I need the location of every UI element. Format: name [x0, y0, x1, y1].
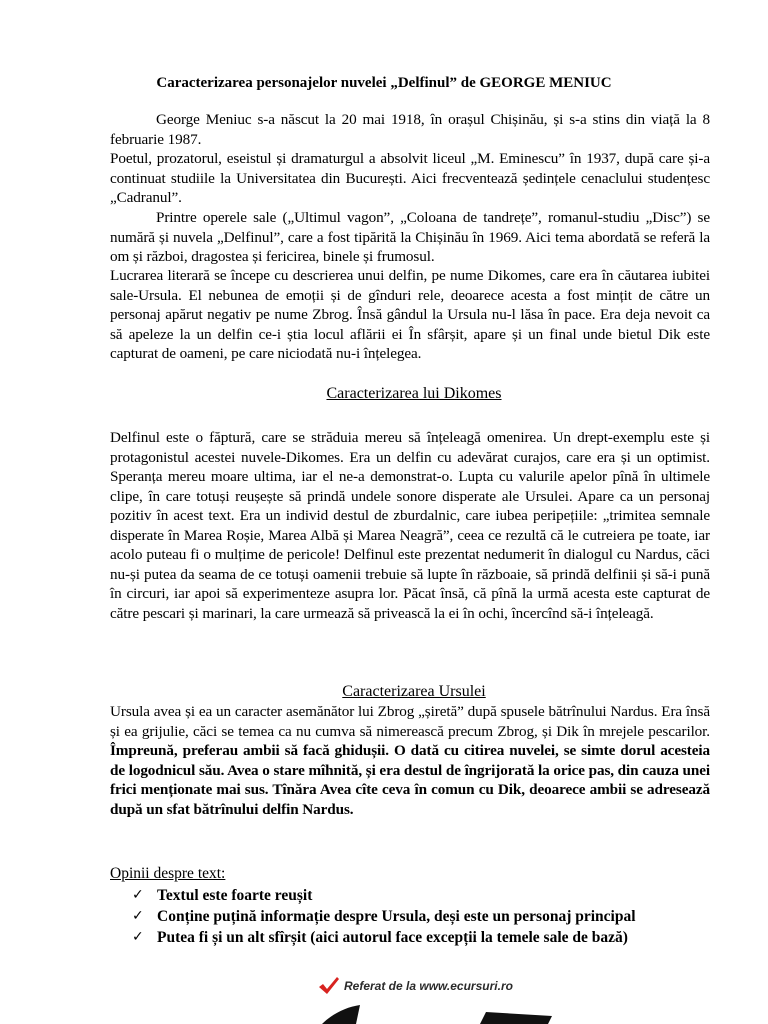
footer-text: Referat de la www.ecursuri.ro [344, 979, 513, 993]
red-check-icon [318, 976, 340, 996]
opinion-text: Putea fi și un alt sfîrșit (aici autorul face excepții la temele sale de bază) [157, 929, 628, 946]
intro-paragraph-birth: George Meniuc s-a născut la 20 mai 1918, în orașul Chișinău, și s-a stins din viață la 8 februarie 1987. [110, 111, 710, 148]
document-title: Caracterizarea personajelor nuvelei „Delfinul” de GEORGE MENIUC [156, 75, 612, 91]
check-mark-icon: ✓ [132, 908, 144, 924]
ursula-body-regular: Ursula avea și ea un caracter asemănător lui Zbrog „șiretă” după spusele bătrînului Nardus. Era însă și ea grijulie, căci se temea ca nu cumva să nimerească precum Zbrog, și Dik în mrejele pescarilor. [110, 703, 710, 740]
opinion-text: Textul este foarte reușit [157, 887, 313, 904]
ursula-body-bold: Împreună, preferau ambii să facă ghidușii. O dată cu citirea nuvelei, se simte dorul acesteia de logodnicul său. Avea o stare mîhnită, și era destul de îngrijorată la orice pas, din cauza unei frici menționate mai sus. Tînăra Avea cîte ceva în comun cu Dik, deoarece ambii se adresează după un sfat bătrînului delfin Nardus. [110, 742, 710, 818]
opinion-item [110, 906, 730, 927]
intro-paragraph-education: Poetul, prozatorul, eseistul și dramaturgul a absolvit liceul „M. Eminescu” în 1937, după care și-a continuat studiile la Universitatea din București. Aici frecventează ședințele cenaclului studențesc „Cadranul”. [110, 150, 710, 206]
opinions-heading: Opinii despre text: [110, 865, 226, 882]
dikomes-section-heading: Caracterizarea lui Dikomes [326, 385, 502, 402]
bottom-decoration [0, 1000, 768, 1024]
ursula-section-heading: Caracterizarea Ursulei [342, 683, 486, 700]
intro-paragraph-works: Printre operele sale („Ultimul vagon”, „Coloana de tandrețe”, romanul-studiu „Disc”) se numără și nuvela „Delfinul”, care a fost tipărită la Chișinău în 1969. Aici tema abordată se referă la om și război, dragostea și fericirea, binele și frumosul. [110, 209, 710, 265]
intro-paragraph-plot: Lucrarea literară se începe cu descrierea unui delfin, pe nume Dikomes, care era în căutarea iubitei sale-Ursula. El nebunea de emoții și de gînduri rele, deoarece acesta a fost mințit de către un personaj apărut negativ pe nume Zbrog. Însă gândul la Ursula nu-l lăsa în pace. Era deja nevoit ca să apeleze la un delfin ce-i știa locul aflării ei În sfârșit, apare și un final unde bietul Dik este capturat de oameni, pe care niciodată nu-i înțelegea. [110, 267, 710, 362]
ursula-section-body [110, 702, 710, 819]
opinion-item [110, 885, 730, 906]
opinion-item [110, 927, 730, 948]
check-mark-icon: ✓ [132, 929, 144, 945]
check-mark-icon: ✓ [132, 887, 144, 903]
footer-watermark [318, 975, 513, 997]
dikomes-section-body: Delfinul este o făptură, care se străduia mereu să înțeleagă omenirea. Un drept-exemplu este și protagonistul acestei nuvele-Dikomes. Era un delfin cu adevărat curajos, care era și un optimist. Speranța mereu moare ultima, iar el ne-a demonstrat-o. Lupta cu valurile apelor pînă în ultimele clipe, în care totuși reușește să prindă undele sonore disperate ale Ursulei. Apare ca un personaj pozitiv în acest text. Era un individ destul de zburdalnic, care iubea peripețiile: „trimitea semnale disperate în Marea Roșie, Marea Albă și Marea Neagră”, ceea ce rezultă că le cutreiera pe toate, iar acolo puteau fi o mulțime de pericole! Delfinul este prezentat nedumerit în dialogul cu Nardus, căci nu-și putea da seama de ce totuși oamenii trebuie să lupte în războaie, să prindă delfinii și să-i pună în circuri, iar apoi să experimenteze asupra lor. Păcat însă, că pînă la urmă acesta este capturat de către pescari și marinari, la care urmează să privească la ei în ochi, încercînd să-i înțeleagă. [110, 429, 710, 622]
opinions-list [110, 885, 730, 948]
opinion-text: Conține puțină informație despre Ursula, deși este un personaj principal [157, 908, 636, 925]
